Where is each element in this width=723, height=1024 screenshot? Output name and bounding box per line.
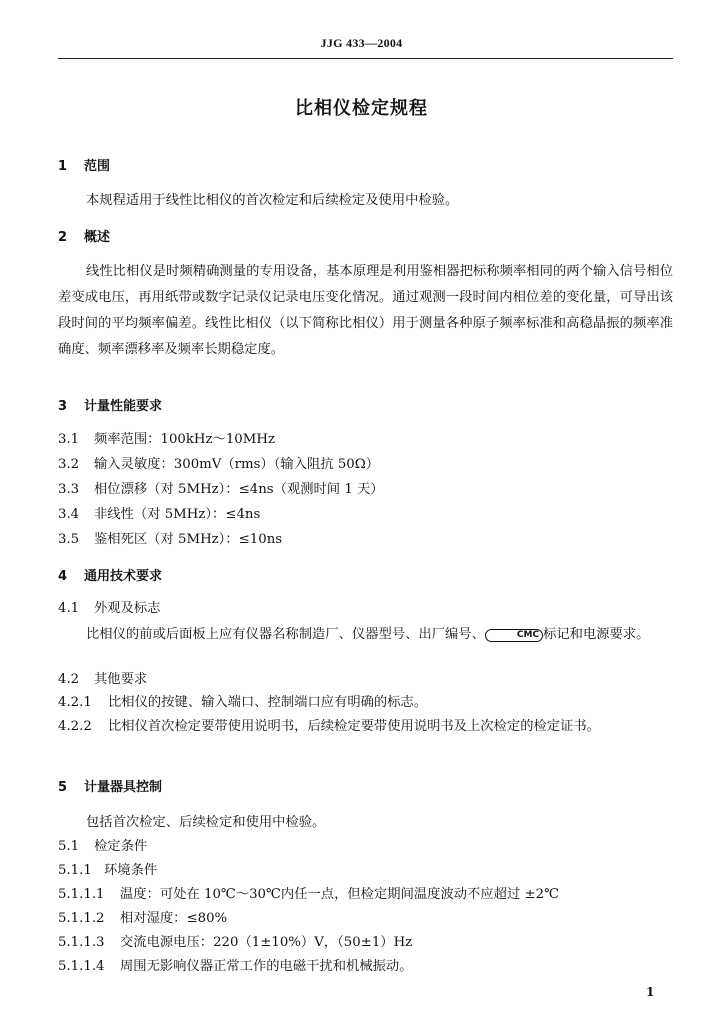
section-number: 4 xyxy=(58,569,68,584)
item-number: 3.1 xyxy=(58,432,80,447)
page-number: 1 xyxy=(646,985,655,999)
section-number: 2 xyxy=(58,230,68,245)
item-text: 交流电源电压：220（1±10%）V，（50±1）Hz xyxy=(120,935,413,950)
item-number: 3.4 xyxy=(58,507,80,522)
list-item xyxy=(58,934,412,952)
item-number: 3.5 xyxy=(58,532,80,547)
item-text: 温度：可处在 10℃～30℃内任一点，但检定期间温度波动不应超过 ±2℃ xyxy=(120,887,559,902)
section-number: 3 xyxy=(58,399,68,414)
item-text: 周围无影响仪器正常工作的电磁干扰和机械振动。 xyxy=(120,959,413,974)
item-text: 相对湿度：≤80% xyxy=(120,911,228,926)
section-5-heading xyxy=(58,779,162,797)
item-number: 4.2.2 xyxy=(58,719,92,734)
item-text: 外观及标志 xyxy=(94,601,161,616)
subsection-heading xyxy=(58,600,160,618)
text-run: 比相仪的前或后面板上应有仪器名称制造厂、仪器型号、出厂编号、 xyxy=(86,627,485,642)
item-text: 其他要求 xyxy=(94,672,148,687)
section-title: 计量性能要求 xyxy=(84,399,163,414)
subsection-heading xyxy=(58,671,147,689)
text-run: 标记和电源要求。 xyxy=(543,627,650,642)
list-item xyxy=(58,431,275,449)
section-4-heading xyxy=(58,568,162,586)
item-number: 5.1 xyxy=(58,839,80,854)
section-4-1-text xyxy=(58,623,673,647)
item-number: 3.2 xyxy=(58,457,80,472)
item-number: 4.2.1 xyxy=(58,695,92,710)
list-item xyxy=(58,456,379,474)
item-text: 相位漂移（对 5MHz）：≤4ns（观测时间 1 天） xyxy=(94,482,384,497)
item-number: 5.1.1.4 xyxy=(58,959,105,974)
list-item xyxy=(58,958,413,976)
section-title: 概述 xyxy=(84,230,111,245)
item-number: 5.1.1 xyxy=(58,863,92,878)
cmc-mark: CMC xyxy=(485,629,543,642)
section-2-heading xyxy=(58,229,110,247)
header-rule xyxy=(58,58,673,59)
section-5-text: 包括首次检定、后续检定和使用中检验。 xyxy=(86,815,326,830)
item-text: 比相仪的按键、输入端口、控制端口应有明确的标志。 xyxy=(108,695,428,710)
list-item xyxy=(58,715,673,739)
section-1-text: 本规程适用于线性比相仪的首次检定和后续检定及使用中检验。 xyxy=(86,193,459,208)
item-text: 检定条件 xyxy=(94,839,148,854)
list-item xyxy=(58,886,559,904)
list-item xyxy=(58,506,260,524)
section-title: 计量器具控制 xyxy=(84,780,163,795)
page-title: 比相仪检定规程 xyxy=(295,98,428,119)
item-number: 5.1.1.3 xyxy=(58,935,105,950)
section-3-heading xyxy=(58,398,162,416)
item-text: 非线性（对 5MHz）：≤4ns xyxy=(94,507,261,522)
section-number: 1 xyxy=(58,159,68,174)
item-text: 频率范围：100kHz～10MHz xyxy=(94,432,275,447)
section-2-text: 线性比相仪是时频精确测量的专用设备，基本原理是利用鉴相器把标称频率相同的两个输入信号相位差变成电压，再用纸带或数字记录仪记录电压变化情况。通过观测一段时间内相位差的变化量，可导出该段时间的平均频率偏差。线性比相仪（以下简称比相仪）用于测量各种原子频率标准和高稳晶振的频率准确度、频率漂移率及频率长期稳定度。 xyxy=(58,264,673,357)
item-number: 3.3 xyxy=(58,482,80,497)
item-number: 5.1.1.2 xyxy=(58,911,105,926)
section-title: 通用技术要求 xyxy=(84,569,163,584)
item-number: 5.1.1.1 xyxy=(58,887,105,902)
list-item xyxy=(58,531,282,549)
list-item xyxy=(58,910,227,928)
item-number: 4.1 xyxy=(58,601,80,616)
document-code-header: JJG 433—2004 xyxy=(320,36,403,50)
item-text: 比相仪首次检定要带使用说明书，后续检定要带使用说明书及上次检定的检定证书。 xyxy=(108,719,600,734)
list-item xyxy=(58,694,427,712)
subsection-heading xyxy=(58,838,147,856)
section-number: 5 xyxy=(58,780,68,795)
item-text: 输入灵敏度：300mV（rms）（输入阻抗 50Ω） xyxy=(94,457,380,472)
item-text: 环境条件 xyxy=(104,863,158,878)
list-item xyxy=(58,481,384,499)
section-title: 范围 xyxy=(84,159,111,174)
section-1-heading xyxy=(58,158,110,176)
subsection-heading xyxy=(58,862,157,880)
item-text: 鉴相死区（对 5MHz）：≤10ns xyxy=(94,532,283,547)
item-number: 4.2 xyxy=(58,672,80,687)
